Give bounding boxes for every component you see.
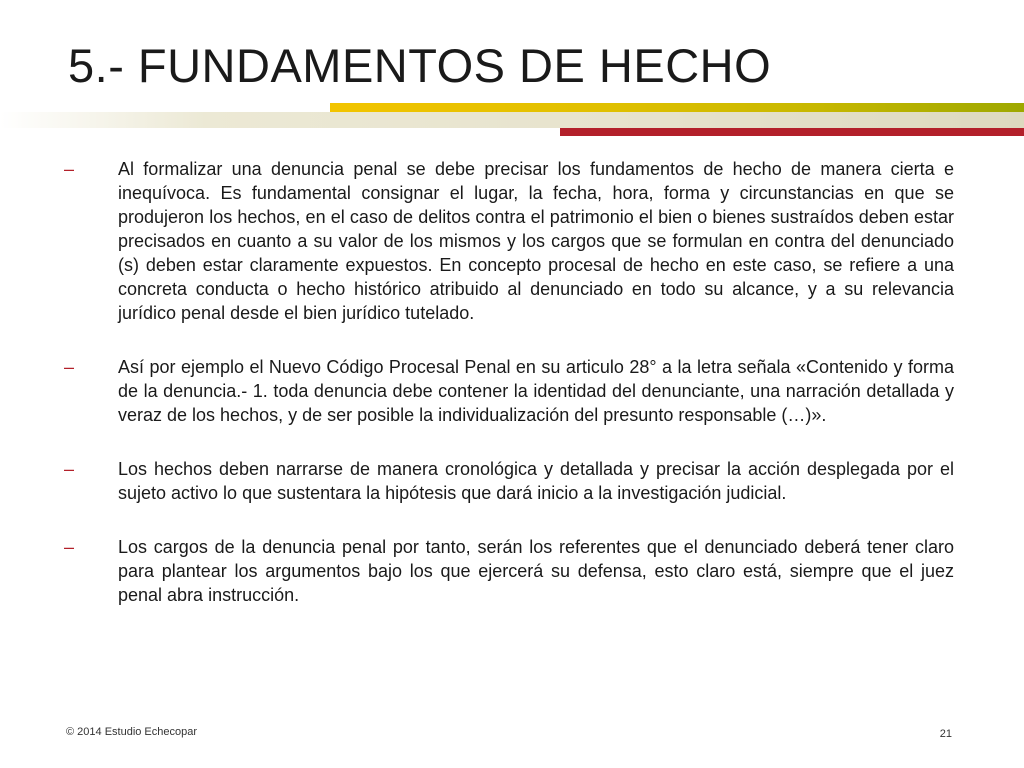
- bullet-text: Los cargos de la denuncia penal por tanto, serán los referentes que el denunciado deberá tener claro para plantear los argumentos bajo los que ejercerá su defensa, esto claro está, siempre que el juez penal abra instrucción.: [118, 537, 954, 605]
- bullet-item: [64, 157, 954, 325]
- bullet-dash: –: [64, 357, 75, 377]
- title-rule-red: [560, 128, 1024, 136]
- slide-body: [64, 157, 954, 637]
- slide-number: 21: [939, 728, 952, 740]
- bullet-text: Los hechos deben narrarse de manera cronológica y detallada y precisar la acción desplegada por el sujeto activo lo que sustentara la hipótesis que dará inicio a la investigación judicial.: [118, 459, 954, 503]
- slide-title: 5.- FUNDAMENTOS DE HECHO: [68, 39, 772, 92]
- bullet-item: [64, 535, 954, 607]
- bullet-dash: –: [64, 537, 75, 557]
- bullet-item: [64, 457, 954, 505]
- title-rule-gold: [330, 103, 1024, 112]
- bullet-item: [64, 355, 954, 427]
- bullet-text: Así por ejemplo el Nuevo Código Procesal Penal en su articulo 28° a la letra señala «Contenido y forma de la denuncia.- 1. toda denuncia debe contener la identidad del denunciante, una narración detallada y veraz de los hechos, y de ser posible la individualización del presunto responsable (…)».: [118, 357, 954, 425]
- bullet-dash: –: [64, 159, 75, 179]
- bullet-text: Al formalizar una denuncia penal se debe precisar los fundamentos de hecho de manera cierta e inequívoca. Es fundamental consignar el lugar, la fecha, hora, forma y circunstancias en que se produjeron los hechos, en el caso de delitos contra el patrimonio el bien o bienes sustraídos deben estar precisados en cuanto a su valor de los mismos y los cargos que se formulan en contra del denunciado (s) deben estar claramente expuestos. En concepto procesal de hecho en este caso, se refiere a una concreta conducta o hecho histórico atribuido al denunciado en todo su alcance, y a su relevancia jurídico penal desde el bien jurídico tutelado.: [118, 159, 954, 323]
- title-rule-shadow: [0, 112, 1024, 128]
- bullet-dash: –: [64, 459, 75, 479]
- footer-copyright: © 2014 Estudio Echecopar: [66, 726, 198, 738]
